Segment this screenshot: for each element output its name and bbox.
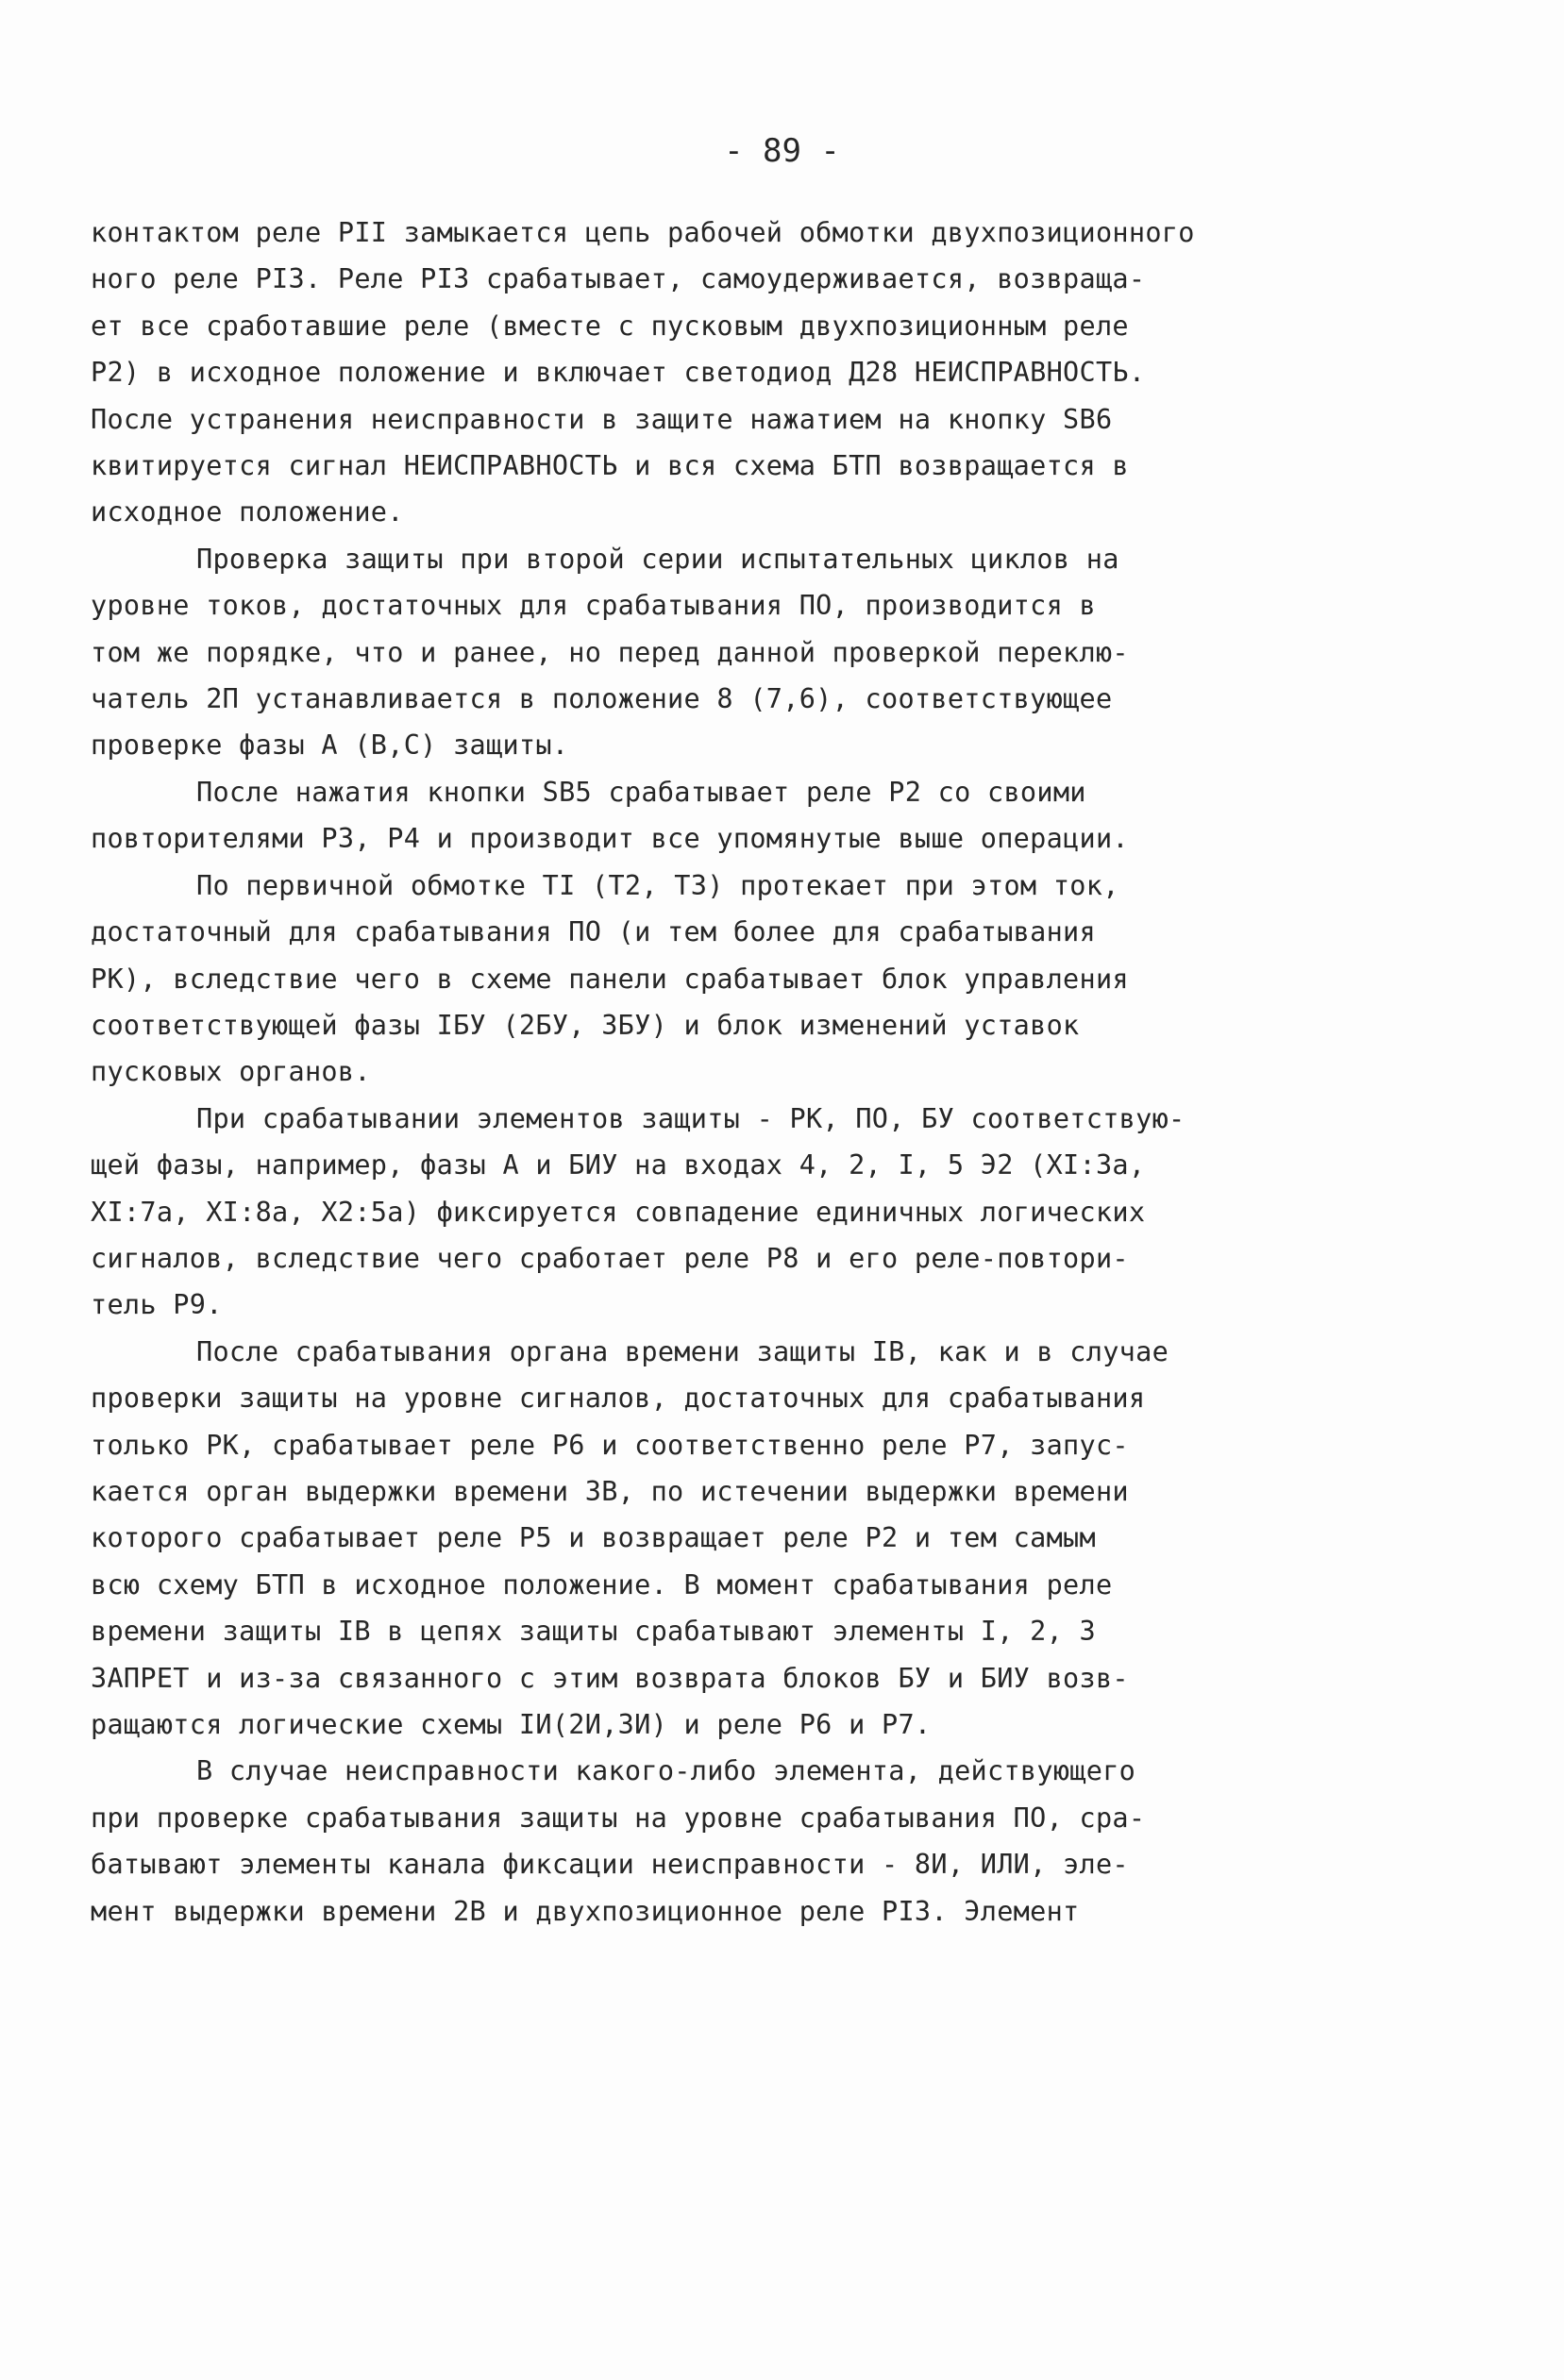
text-line: кается орган выдержки времени 3В, по истечении выдержки времени <box>91 1475 1129 1507</box>
text-line: исходное положение. <box>91 496 404 528</box>
text-line: проверки защиты на уровне сигналов, достаточных для срабатывания <box>91 1383 1146 1415</box>
text-line: После срабатывания органа времени защиты IВ, как и в случае <box>196 1335 1169 1367</box>
text-line: тель Р9. <box>91 1289 223 1321</box>
paragraph-7 <box>91 1748 1327 1935</box>
text-line: ращаются логические схемы IИ(2И,3И) и реле Р6 и Р7. <box>91 1709 932 1740</box>
text-line: После нажатия кнопки SB5 срабатывает реле Р2 со своими <box>196 776 1086 808</box>
body-text <box>91 210 1327 1935</box>
text-line: ет все сработавшие реле (вместе с пусковым двухпозиционным реле <box>91 310 1129 342</box>
text-line: контактом реле РII замыкается цепь рабочей обмотки двухпозиционного <box>91 217 1195 248</box>
text-line: РК), вследствие чего в схеме панели срабатывает блок управления <box>91 963 1129 995</box>
text-line: После устранения неисправности в защите нажатием на кнопку SB6 <box>91 403 1113 435</box>
text-line: только РК, срабатывает реле Р6 и соответственно реле Р7, запус- <box>91 1429 1129 1461</box>
text-line: По первичной обмотке ТI (Т2, Т3) протекает при этом ток, <box>196 869 1119 901</box>
text-line: Проверка защиты при второй серии испытательных циклов на <box>196 543 1119 575</box>
text-line: щей фазы, например, фазы А и БИУ на входах 4, 2, I, 5 Э2 (XI:3а, <box>91 1149 1146 1182</box>
text-line: чатель 2П устанавливается в положение 8 (7,6), соответствующее <box>91 683 1113 715</box>
text-line: Р2) в исходное положение и включает светодиод Д28 НЕИСПРАВНОСТЬ. <box>91 357 1146 389</box>
paragraph-5 <box>91 1096 1327 1329</box>
text-line: батывают элементы канала фиксации неисправности - 8И, ИЛИ, эле- <box>91 1849 1129 1881</box>
text-line: проверке фазы А (В,С) защиты. <box>91 729 569 762</box>
paragraph-2 <box>91 536 1327 769</box>
text-line: ного реле РI3. Реле РI3 срабатывает, самоудерживается, возвраща- <box>91 263 1146 295</box>
text-line: квитируется сигнал НЕИСПРАВНОСТЬ и вся схема БТП возвращается в <box>91 450 1129 482</box>
text-line: том же порядке, что и ранее, но перед данной проверкой переклю- <box>91 636 1129 668</box>
paragraph-6 <box>91 1329 1327 1749</box>
text-line: всю схему БТП в исходное положение. В момент срабатывания реле <box>91 1568 1113 1601</box>
text-line: XI:7а, XI:8а, Х2:5а) фиксируется совпадение единичных логических <box>91 1196 1146 1228</box>
text-line: достаточный для срабатывания ПО (и тем более для срабатывания <box>91 916 1096 948</box>
text-line: которого срабатывает реле Р5 и возвращает реле Р2 и тем самым <box>91 1522 1096 1554</box>
text-line: мент выдержки времени 2В и двухпозиционное реле РI3. Элемент <box>91 1895 1080 1927</box>
text-line: сигналов, вследствие чего сработает реле Р8 и его реле-повтори- <box>91 1242 1129 1274</box>
paragraph-3 <box>91 769 1327 863</box>
text-line: ЗАПРЕТ и из-за связанного с этим возврата блоков БУ и БИУ возв- <box>91 1662 1129 1694</box>
paragraph-1 <box>91 210 1327 536</box>
text-line: времени защиты IВ в цепях защиты срабатывают элементы I, 2, 3 <box>91 1616 1096 1648</box>
text-line: уровне токов, достаточных для срабатывания ПО, производится в <box>91 590 1096 622</box>
text-line: при проверке срабатывания защиты на уровне срабатывания ПО, сра- <box>91 1802 1146 1834</box>
text-line: При срабатывании элементов защиты - РК, ПО, БУ соответствую- <box>196 1102 1186 1134</box>
text-line: соответствующей фазы IБУ (2БУ, 3БУ) и блок изменений уставок <box>91 1009 1080 1041</box>
text-line: пусковых органов. <box>91 1056 371 1088</box>
text-line: повторителями Р3, Р4 и производит все упомянутые выше операции. <box>91 823 1129 855</box>
page-number: - 89 - <box>724 132 840 170</box>
paragraph-4 <box>91 863 1327 1096</box>
text-line: В случае неисправности какого-либо элемента, действующего <box>196 1755 1136 1787</box>
